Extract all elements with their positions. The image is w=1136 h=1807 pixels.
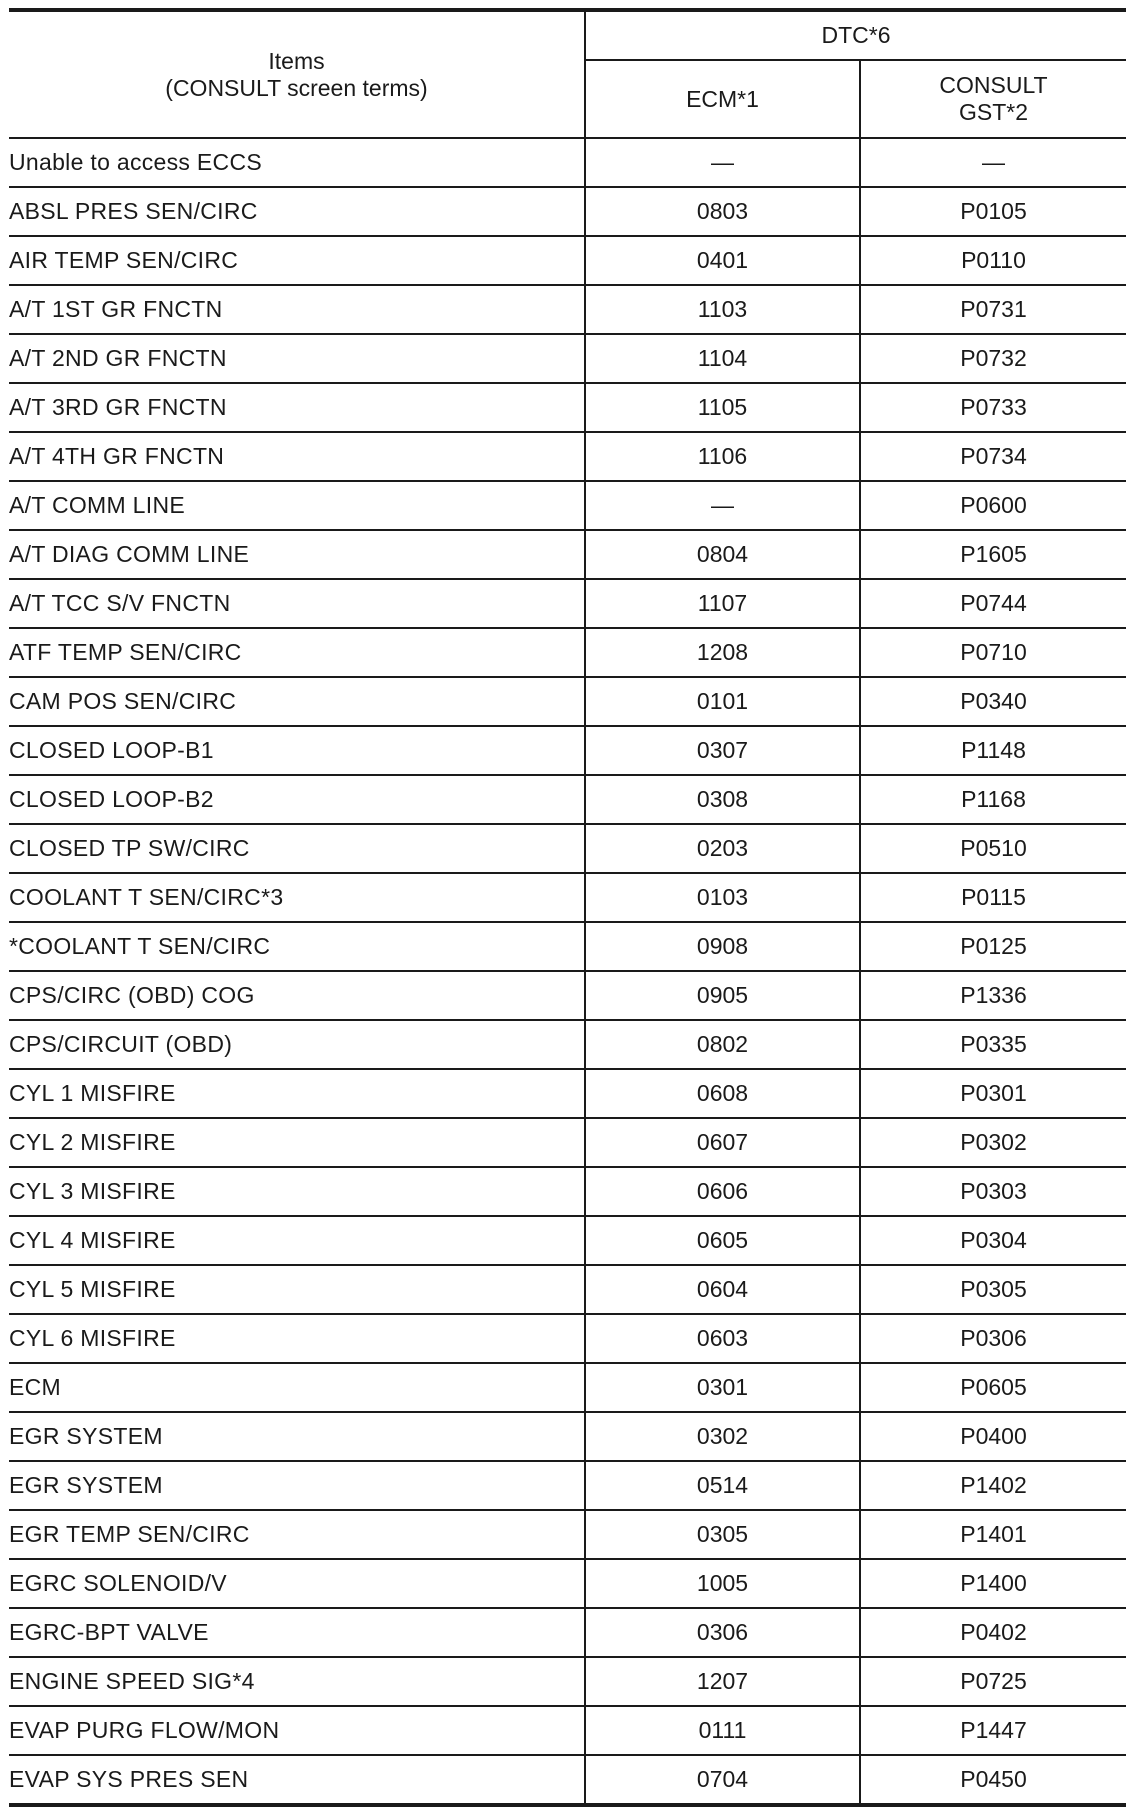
table-row: [9, 1363, 1126, 1412]
item-cell: COOLANT T SEN/CIRC*3: [9, 873, 585, 922]
item-cell: *COOLANT T SEN/CIRC: [9, 922, 585, 971]
items-column-header: [9, 10, 585, 138]
item-cell: A/T TCC S/V FNCTN: [9, 579, 585, 628]
ecm-code-cell: 1107: [585, 579, 860, 628]
gst-code-cell: P0510: [860, 824, 1126, 873]
item-cell: CPS/CIRCUIT (OBD): [9, 1020, 585, 1069]
ecm-code-cell: 1103: [585, 285, 860, 334]
gst-column-header: [860, 60, 1126, 138]
gst-code-cell: P0303: [860, 1167, 1126, 1216]
item-cell: EGRC SOLENOID/V: [9, 1559, 585, 1608]
gst-code-cell: P0733: [860, 383, 1126, 432]
item-cell: ATF TEMP SEN/CIRC: [9, 628, 585, 677]
table-row: [9, 481, 1126, 530]
table-row: [9, 1314, 1126, 1363]
gst-code-cell: P0732: [860, 334, 1126, 383]
item-cell: CLOSED LOOP-B1: [9, 726, 585, 775]
gst-code-cell: P0125: [860, 922, 1126, 971]
gst-header-line2: GST*2: [958, 99, 1029, 125]
table-row: [9, 285, 1126, 334]
table-row: [9, 579, 1126, 628]
table-row: [9, 775, 1126, 824]
ecm-code-cell: 1208: [585, 628, 860, 677]
table-row: [9, 628, 1126, 677]
ecm-code-cell: 0302: [585, 1412, 860, 1461]
gst-code-cell: P0105: [860, 187, 1126, 236]
ecm-code-cell: 0111: [585, 1706, 860, 1755]
ecm-code-cell: 0605: [585, 1216, 860, 1265]
gst-code-cell: P1168: [860, 775, 1126, 824]
table-row: [9, 1657, 1126, 1706]
gst-code-cell: P0335: [860, 1020, 1126, 1069]
dtc-table: [9, 8, 1126, 1807]
item-cell: A/T COMM LINE: [9, 481, 585, 530]
table-row: [9, 1216, 1126, 1265]
ecm-code-cell: 0603: [585, 1314, 860, 1363]
gst-header-line1: CONSULT: [939, 72, 1048, 98]
item-cell: A/T 2ND GR FNCTN: [9, 334, 585, 383]
items-header-line1: Items: [268, 47, 325, 74]
table-row: [9, 236, 1126, 285]
gst-code-cell: P0710: [860, 628, 1126, 677]
item-cell: CLOSED TP SW/CIRC: [9, 824, 585, 873]
ecm-code-cell: 0514: [585, 1461, 860, 1510]
item-cell: ECM: [9, 1363, 585, 1412]
item-cell: CPS/CIRC (OBD) COG: [9, 971, 585, 1020]
table-row: [9, 1559, 1126, 1608]
ecm-code-cell: 1207: [585, 1657, 860, 1706]
table-row: [9, 1118, 1126, 1167]
ecm-code-cell: 0203: [585, 824, 860, 873]
table-row: [9, 1412, 1126, 1461]
ecm-code-cell: 0704: [585, 1755, 860, 1805]
gst-code-cell: P0340: [860, 677, 1126, 726]
ecm-code-cell: —: [585, 481, 860, 530]
ecm-code-cell: 0905: [585, 971, 860, 1020]
header-row-1: [9, 10, 1126, 60]
item-cell: EGRC-BPT VALVE: [9, 1608, 585, 1657]
table-row: [9, 383, 1126, 432]
table-row: [9, 1069, 1126, 1118]
ecm-code-cell: 0608: [585, 1069, 860, 1118]
item-cell: EVAP SYS PRES SEN: [9, 1755, 585, 1805]
gst-code-cell: P0115: [860, 873, 1126, 922]
gst-code-cell: P1148: [860, 726, 1126, 775]
gst-code-cell: P0305: [860, 1265, 1126, 1314]
gst-code-cell: P0400: [860, 1412, 1126, 1461]
item-cell: CYL 6 MISFIRE: [9, 1314, 585, 1363]
item-cell: A/T 4TH GR FNCTN: [9, 432, 585, 481]
table-row: [9, 1265, 1126, 1314]
gst-code-cell: P0302: [860, 1118, 1126, 1167]
item-cell: CYL 3 MISFIRE: [9, 1167, 585, 1216]
ecm-code-cell: 0306: [585, 1608, 860, 1657]
ecm-code-cell: 0103: [585, 873, 860, 922]
table-row: [9, 138, 1126, 187]
item-cell: A/T DIAG COMM LINE: [9, 530, 585, 579]
item-cell: Unable to access ECCS: [9, 138, 585, 187]
ecm-code-cell: 0604: [585, 1265, 860, 1314]
table-row: [9, 1510, 1126, 1559]
gst-code-cell: P0306: [860, 1314, 1126, 1363]
table-row: [9, 922, 1126, 971]
gst-code-cell: P0744: [860, 579, 1126, 628]
item-cell: CYL 4 MISFIRE: [9, 1216, 585, 1265]
table-row: [9, 187, 1126, 236]
table-row: [9, 1461, 1126, 1510]
ecm-code-cell: 0308: [585, 775, 860, 824]
table-body: [9, 138, 1126, 1805]
ecm-code-cell: 0301: [585, 1363, 860, 1412]
gst-code-cell: —: [860, 138, 1126, 187]
table-row: [9, 677, 1126, 726]
table-row: [9, 873, 1126, 922]
table-row: [9, 971, 1126, 1020]
table-row: [9, 1020, 1126, 1069]
item-cell: AIR TEMP SEN/CIRC: [9, 236, 585, 285]
gst-code-cell: P1605: [860, 530, 1126, 579]
item-cell: EVAP PURG FLOW/MON: [9, 1706, 585, 1755]
table-row: [9, 824, 1126, 873]
ecm-code-cell: 0307: [585, 726, 860, 775]
ecm-code-cell: 1105: [585, 383, 860, 432]
gst-code-cell: P0450: [860, 1755, 1126, 1805]
gst-code-cell: P0301: [860, 1069, 1126, 1118]
item-cell: EGR TEMP SEN/CIRC: [9, 1510, 585, 1559]
gst-code-cell: P1400: [860, 1559, 1126, 1608]
item-cell: CYL 5 MISFIRE: [9, 1265, 585, 1314]
gst-code-cell: P1336: [860, 971, 1126, 1020]
ecm-code-cell: 0401: [585, 236, 860, 285]
item-cell: CYL 2 MISFIRE: [9, 1118, 585, 1167]
gst-code-cell: P1447: [860, 1706, 1126, 1755]
gst-code-cell: P0734: [860, 432, 1126, 481]
table-row: [9, 1755, 1126, 1805]
item-cell: EGR SYSTEM: [9, 1412, 585, 1461]
ecm-code-cell: 0804: [585, 530, 860, 579]
dtc-group-header: DTC*6: [585, 10, 1126, 60]
ecm-code-cell: 0101: [585, 677, 860, 726]
ecm-code-cell: 0908: [585, 922, 860, 971]
gst-code-cell: P0725: [860, 1657, 1126, 1706]
ecm-code-cell: 1005: [585, 1559, 860, 1608]
gst-code-cell: P1401: [860, 1510, 1126, 1559]
gst-code-cell: P0605: [860, 1363, 1126, 1412]
item-cell: A/T 3RD GR FNCTN: [9, 383, 585, 432]
gst-code-cell: P0731: [860, 285, 1126, 334]
ecm-code-cell: —: [585, 138, 860, 187]
item-cell: A/T 1ST GR FNCTN: [9, 285, 585, 334]
ecm-code-cell: 0802: [585, 1020, 860, 1069]
item-cell: CAM POS SEN/CIRC: [9, 677, 585, 726]
table-row: [9, 530, 1126, 579]
item-cell: CLOSED LOOP-B2: [9, 775, 585, 824]
item-cell: ENGINE SPEED SIG*4: [9, 1657, 585, 1706]
ecm-code-cell: 0606: [585, 1167, 860, 1216]
item-cell: ABSL PRES SEN/CIRC: [9, 187, 585, 236]
gst-code-cell: P1402: [860, 1461, 1126, 1510]
table-row: [9, 334, 1126, 383]
gst-code-cell: P0600: [860, 481, 1126, 530]
ecm-code-cell: 1106: [585, 432, 860, 481]
gst-code-cell: P0402: [860, 1608, 1126, 1657]
table-row: [9, 1706, 1126, 1755]
items-header-line2: (CONSULT screen terms): [165, 74, 428, 101]
item-cell: CYL 1 MISFIRE: [9, 1069, 585, 1118]
item-cell: EGR SYSTEM: [9, 1461, 585, 1510]
table-row: [9, 432, 1126, 481]
gst-code-cell: P0304: [860, 1216, 1126, 1265]
ecm-code-cell: 0305: [585, 1510, 860, 1559]
ecm-header-label: ECM*1: [686, 85, 759, 112]
ecm-code-cell: 0803: [585, 187, 860, 236]
ecm-code-cell: 1104: [585, 334, 860, 383]
table-row: [9, 726, 1126, 775]
table-row: [9, 1167, 1126, 1216]
gst-code-cell: P0110: [860, 236, 1126, 285]
table-row: [9, 1608, 1126, 1657]
ecm-column-header: [585, 60, 860, 138]
ecm-code-cell: 0607: [585, 1118, 860, 1167]
